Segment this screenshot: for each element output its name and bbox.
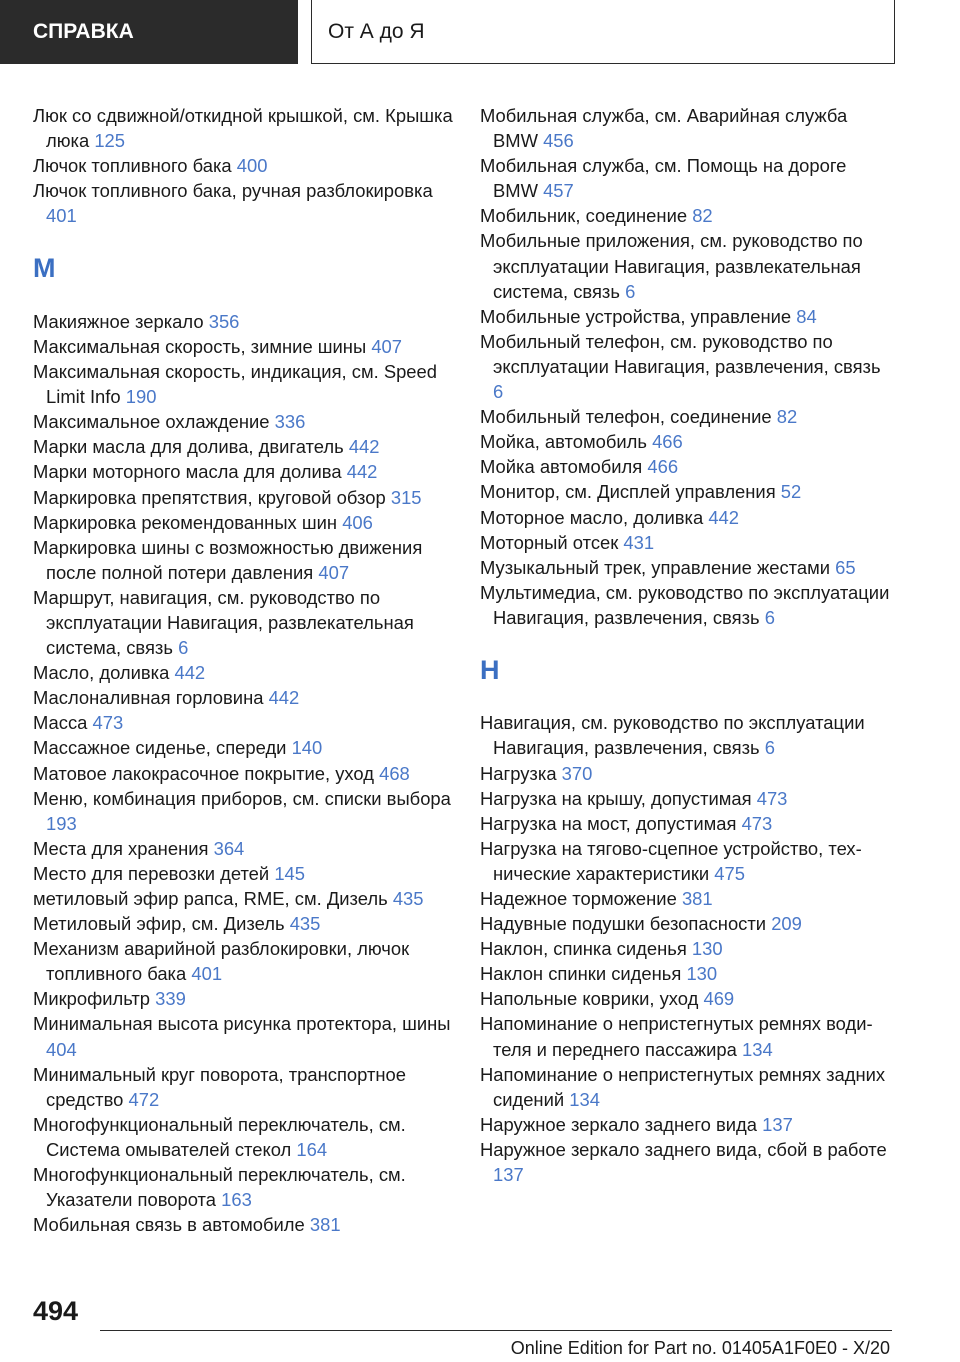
entry-term: Нагрузка [480,762,557,784]
page-link[interactable]: 435 [392,888,424,910]
page-link[interactable]: 469 [703,988,735,1010]
index-entry [480,530,890,555]
entry-term: Мобильная служба, см. Аварийная служба BMW [480,105,848,152]
entry-term: Микрофильтр [33,988,151,1010]
index-entry [33,710,453,735]
index-entry [33,485,453,510]
entry-term: Мобильная служба, см. Помощь на дороге BMW [480,155,847,202]
page-link[interactable]: 442 [346,461,378,483]
page-number: 494 [33,1296,79,1326]
index-entry [480,761,890,786]
entry-term: Монитор, см. Дисплей управления [480,481,776,503]
page-link[interactable]: 457 [543,180,574,202]
entry-term: Напоминание о непристегнутых ремнях водителя и переднего пассажира [480,1013,873,1060]
entry-term: Наружное зеркало заднего вида, сбой в работе [480,1138,887,1160]
entry-term: Мобильная связь в автомобиле [33,1214,305,1236]
index-entry [480,580,890,630]
entry-term: Напольные коврики, уход [480,988,699,1010]
entry-term: Люк со сдвижной/откидной крышкой, см. Крышка люка [33,105,453,152]
index-entry [480,555,890,580]
index-entry [33,1062,453,1112]
page-link[interactable]: 407 [371,335,402,357]
entry-term: метиловый эфир рапса, RME, см. Дизель [33,888,388,910]
page-link[interactable]: 475 [714,862,745,884]
entries-after-letter [33,309,453,1237]
page-link[interactable]: 473 [92,712,124,734]
index-entry [480,1137,890,1187]
footer-edition: Online Edition for Part no. 01405A1F0E0 - X/20 [510,1338,890,1358]
index-entry [480,153,890,203]
page-link[interactable]: 381 [309,1214,341,1236]
index-entry [33,178,453,228]
index-column-left [33,103,453,1237]
entry-term: Мобильные устройства, управление [480,305,792,327]
index-entry [33,986,453,1011]
page-link[interactable]: 130 [686,963,718,985]
page-link[interactable]: 6 [493,381,504,403]
index-entry [480,454,890,479]
page-link[interactable]: 145 [274,862,305,884]
index-entry [480,911,890,936]
page-link[interactable]: 82 [692,205,713,227]
page-link[interactable]: 473 [741,812,773,834]
page-link[interactable]: 52 [780,481,802,503]
page-link[interactable]: 466 [647,456,679,478]
index-entry [33,786,453,836]
entry-term: Места для хранения [33,837,209,859]
page-link[interactable]: 435 [289,913,321,935]
index-entry [33,861,453,886]
entry-term: Меню, комбинация приборов, см. списки выбора [33,787,451,809]
page-link[interactable]: 339 [155,988,186,1010]
page-link[interactable]: 400 [236,155,268,177]
index-entry [480,404,890,429]
page-link[interactable]: 193 [46,812,77,834]
page-link[interactable]: 190 [125,386,157,408]
page-link[interactable]: 381 [681,888,713,910]
page-link[interactable]: 6 [764,606,775,628]
page-link[interactable]: 442 [708,506,740,528]
index-entry [33,1011,453,1061]
footer-rule [100,1330,892,1331]
entry-term: Мобильный телефон, см. руководство по эксплуатации Навигация, развлечения, связь [480,330,881,377]
entry-term: Надежное торможение [480,888,677,910]
index-entry [33,886,453,911]
page-link[interactable]: 125 [94,130,126,152]
entry-term: Мобильник, соединение [480,205,688,227]
index-column-right [480,103,890,1187]
index-entry [33,359,453,409]
entry-term: Моторный отсек [480,531,619,553]
page-link[interactable]: 164 [296,1138,328,1160]
index-entry [33,334,453,359]
index-entry [480,505,890,530]
index-entry [480,1062,890,1112]
index-entry [480,228,890,303]
entry-term: Макияжное зеркало [33,310,204,332]
entry-term: Музыкальный трек, управление жестами [480,556,831,578]
index-entry [480,304,890,329]
index-entry [480,786,890,811]
page-link[interactable]: 336 [274,411,306,433]
page-link[interactable]: 134 [569,1088,600,1110]
index-entry [33,434,453,459]
page-link[interactable]: 431 [623,531,655,553]
entry-term: Лючок топливного бака [33,155,232,177]
entry-term: Многофункциональный переключатель, см. Система омывателей стекол [33,1113,406,1160]
index-entry [480,886,890,911]
page-link[interactable]: 472 [128,1088,160,1110]
index-entry [33,761,453,786]
entry-term: Мобильные приложения, см. руководство по эксплуатации Навигация, развлекательная система, связь [480,230,863,302]
entries-before-letter [480,103,890,630]
page-link[interactable]: 163 [221,1189,252,1211]
entry-term: Мойка автомобиля [480,456,643,478]
page-link[interactable]: 137 [762,1113,793,1135]
entry-term: Марки масла для долива, двигатель [33,436,344,458]
index-entry [480,986,890,1011]
entry-term: Маркировка препятствия, круговой обзор [33,486,386,508]
index-entry [480,936,890,961]
index-entry [33,153,453,178]
index-entry [480,479,890,504]
entry-term: Максимальная скорость, зимние шины [33,335,367,357]
index-entry [33,660,453,685]
page-link[interactable]: 466 [652,431,683,453]
page-link[interactable]: 468 [379,762,410,784]
page-link[interactable]: 356 [208,310,240,332]
index-entry [33,459,453,484]
index-entry [480,329,890,404]
entry-term: Механизм аварийной разблокировки, лючок топливного бака [33,938,410,985]
page-link[interactable]: 404 [46,1038,77,1060]
entry-term: Напоминание о непристегнутых ремнях задних сидений [480,1063,886,1110]
page-link[interactable]: 442 [268,687,300,709]
page-link[interactable]: 6 [764,737,775,759]
page-link[interactable]: 82 [776,406,798,428]
entry-term: Моторное масло, доливка [480,506,704,528]
page-link[interactable]: 370 [561,762,593,784]
index-entry [480,203,890,228]
section-tab: СПРАВКА [0,0,298,64]
index-entry [33,585,453,660]
entry-term: Маркировка рекомендованных шин [33,511,338,533]
entry-term: Масса [33,712,88,734]
index-entry [480,1011,890,1061]
entry-term: Масло, доливка [33,662,170,684]
page-link[interactable]: 6 [625,280,636,302]
entry-term: Максимальная скорость, индикация, см. Speed Limit Info [33,361,437,408]
page-link[interactable]: 401 [46,205,77,227]
index-entry [33,535,453,585]
index-entry [33,936,453,986]
entry-term: Лючок топливного бака, ручная разблокировка [33,180,433,202]
entry-term: Минимальный круг поворота, транспортное средство [33,1063,407,1110]
index-entry [33,1162,453,1212]
entry-term: Матовое лакокрасочное покрытие, уход [33,762,374,784]
index-entry [33,735,453,760]
index-entry [33,1112,453,1162]
index-entry [480,103,890,153]
entry-term: Мойка, автомобиль [480,431,647,453]
entry-term: Наклон, спинка сиденья [480,938,687,960]
letter-heading: М [33,253,56,284]
entries-before-letter [33,103,453,228]
page-link[interactable]: 84 [796,305,817,327]
entry-term: Мобильный телефон, соединение [480,406,772,428]
index-entry [480,1112,890,1137]
page-link[interactable]: 315 [390,486,422,508]
page-link[interactable]: 401 [191,963,223,985]
letter-heading: Н [480,654,500,685]
index-entry [33,836,453,861]
page-link[interactable]: 209 [771,913,802,935]
index-entry [33,409,453,434]
page-link[interactable]: 407 [318,561,350,583]
index-entry [480,961,890,986]
entry-term: Марки моторного масла для долива [33,461,342,483]
index-entry [33,911,453,936]
entry-term: Метиловый эфир, см. Дизель [33,913,285,935]
page-link[interactable]: 130 [691,938,723,960]
entry-term: Нагрузка на тягово-сцепное устройство, технические характеристики [480,837,862,884]
page-link[interactable]: 442 [174,662,206,684]
entry-term: Наклон спинки сиденья [480,963,682,985]
entry-term: Максимальное охлаждение [33,411,270,433]
entry-term: Место для перевозки детей [33,862,270,884]
page-link[interactable]: 134 [741,1038,773,1060]
entry-term: Наружное зеркало заднего вида [480,1113,758,1135]
chapter-title: От А до Я [311,0,895,64]
entry-term: Многофункциональный переключатель, см. Указатели поворота [33,1164,406,1211]
entry-term: Мультимедиа, см. руководство по эксплуатации Навигация, развлечения, связь [480,581,890,628]
entries-after-letter [480,710,890,1187]
index-entry [480,836,890,886]
index-entry [33,103,453,153]
entry-term: Нагрузка на крышу, допустимая [480,787,752,809]
index-entry [33,1212,453,1237]
index-entry [480,710,890,760]
entry-term: Минимальная высота рисунка протектора, шины [33,1013,451,1035]
page-link[interactable]: 406 [342,511,373,533]
page-link[interactable]: 442 [348,436,380,458]
entry-term: Надувные подушки безопасности [480,913,767,935]
page-link[interactable]: 364 [213,837,245,859]
page-link[interactable]: 6 [178,637,189,659]
page-link[interactable]: 65 [835,556,856,578]
entry-term: Массажное сиденье, спереди [33,737,287,759]
page-link[interactable]: 137 [493,1164,524,1186]
entry-term: Маркировка шины с возможностью движения после полной потери давления [33,536,423,583]
entry-term: Нагрузка на мост, допустимая [480,812,737,834]
page-link[interactable]: 473 [756,787,788,809]
index-entry [33,685,453,710]
entry-term: Маршрут, навигация, см. руководство по эксплуатации Навигация, развлекательная система, связь [33,586,414,659]
index-entry [480,811,890,836]
entry-term: Маслоналивная горловина [33,687,264,709]
page-link[interactable]: 140 [291,737,323,759]
entry-term: Навигация, см. руководство по эксплуатации Навигация, развлечения, связь [480,712,865,759]
index-entry [480,429,890,454]
index-entry [33,510,453,535]
page-link[interactable]: 456 [543,130,574,152]
index-entry [33,309,453,334]
